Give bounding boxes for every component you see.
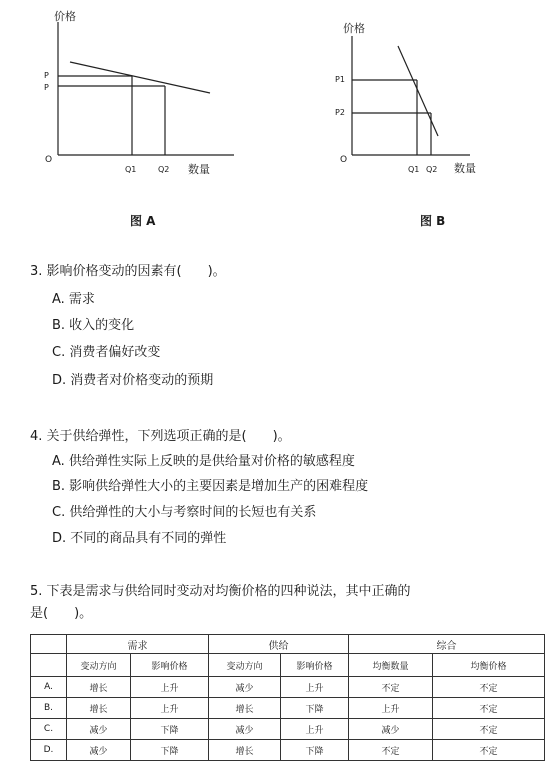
table-cell: 不定	[433, 677, 545, 698]
figure-b-q1-label: Q1	[408, 165, 420, 174]
table-cell: 增长	[67, 677, 131, 698]
question-5-stem-line2: 是( )。	[30, 606, 93, 621]
table-row	[31, 719, 545, 740]
equilibrium-table	[30, 634, 545, 761]
figure-b	[280, 0, 560, 230]
table-cell: 下降	[281, 740, 349, 761]
table-cell: 上升	[131, 698, 209, 719]
table-cell: 不定	[349, 740, 433, 761]
table-cell: 减少	[209, 677, 281, 698]
question-4-option-d[interactable]: D. 不同的商品具有不同的弹性	[52, 531, 227, 546]
table-cell: 不定	[349, 677, 433, 698]
table-row-label: B.	[31, 698, 67, 719]
table-row	[31, 677, 545, 698]
table-cell: 增长	[67, 698, 131, 719]
figure-b-caption: 图 B	[420, 214, 446, 228]
table-group-supply: 供给	[209, 635, 349, 654]
figure-a-curve	[70, 62, 210, 93]
question-3-option-d[interactable]: D. 消费者对价格变动的预期	[52, 373, 214, 388]
table-cell: 减少	[209, 719, 281, 740]
table-cell: 不定	[433, 740, 545, 761]
table-cell: 减少	[67, 719, 131, 740]
question-3-option-b[interactable]: B. 收入的变化	[52, 318, 135, 333]
figure-b-p2-label: P2	[335, 108, 345, 117]
table-row-label: C.	[31, 719, 67, 740]
table-cell: 上升	[281, 677, 349, 698]
table-subheader-row	[31, 654, 545, 677]
figure-a-p2-label: P	[44, 83, 49, 92]
question-3-option-a[interactable]: A. 需求	[52, 292, 95, 307]
figure-a-origin: O	[45, 155, 53, 165]
question-4-option-c[interactable]: C. 供给弹性的大小与考察时间的长短也有关系	[52, 505, 317, 520]
table-subheader: 变动方向	[67, 654, 131, 677]
question-4-stem: 4. 关于供给弹性，下列选项正确的是( )。	[30, 429, 291, 444]
table-subheader: 均衡数量	[349, 654, 433, 677]
figure-a-p1-label: P	[44, 71, 49, 80]
question-5-stem-line1: 5. 下表是需求与供给同时变动对均衡价格的四种说法，其中正确的	[30, 584, 411, 599]
question-4-option-a[interactable]: A. 供给弹性实际上反映的是供给量对价格的敏感程度	[52, 454, 355, 469]
table-corner-cell	[31, 635, 67, 654]
table-cell: 上升	[131, 677, 209, 698]
table-row	[31, 740, 545, 761]
table-row-label: D.	[31, 740, 67, 761]
table-cell: 不定	[433, 698, 545, 719]
table-cell: 下降	[131, 719, 209, 740]
table-subheader-blank	[31, 654, 67, 677]
table-cell: 增长	[209, 740, 281, 761]
figure-a-caption: 图 A	[130, 214, 156, 228]
figure-b-curve	[398, 46, 438, 136]
question-3-option-c[interactable]: C. 消费者偏好改变	[52, 345, 161, 360]
table-cell: 下降	[281, 698, 349, 719]
table-cell: 减少	[67, 740, 131, 761]
table-cell: 增长	[209, 698, 281, 719]
table-subheader: 影响价格	[131, 654, 209, 677]
table-subheader: 变动方向	[209, 654, 281, 677]
figure-a-q1-label: Q1	[125, 165, 137, 174]
table-subheader: 均衡价格	[433, 654, 545, 677]
figure-b-p1-label: P1	[335, 75, 345, 84]
table-cell: 上升	[281, 719, 349, 740]
figure-b-y-label: 价格	[343, 22, 365, 35]
figure-b-q2-label: Q2	[426, 165, 438, 174]
table-group-combined: 综合	[349, 635, 545, 654]
table-subheader: 影响价格	[281, 654, 349, 677]
table-cell: 减少	[349, 719, 433, 740]
figure-a	[0, 0, 280, 230]
table-cell: 上升	[349, 698, 433, 719]
question-4-option-b[interactable]: B. 影响供给弹性大小的主要因素是增加生产的困难程度	[52, 479, 369, 494]
figure-a-y-label: 价格	[54, 10, 76, 23]
figure-b-origin: O	[340, 155, 348, 165]
table-row-label: A.	[31, 677, 67, 698]
question-3-stem: 3. 影响价格变动的因素有( )。	[30, 264, 226, 279]
figure-a-x-label: 数量	[188, 163, 210, 176]
table-group-demand: 需求	[67, 635, 209, 654]
table-cell: 下降	[131, 740, 209, 761]
figure-a-q2-label: Q2	[158, 165, 170, 174]
figure-b-x-label: 数量	[454, 162, 476, 175]
table-row	[31, 698, 545, 719]
table-group-header-row	[31, 635, 545, 654]
table-cell: 不定	[433, 719, 545, 740]
